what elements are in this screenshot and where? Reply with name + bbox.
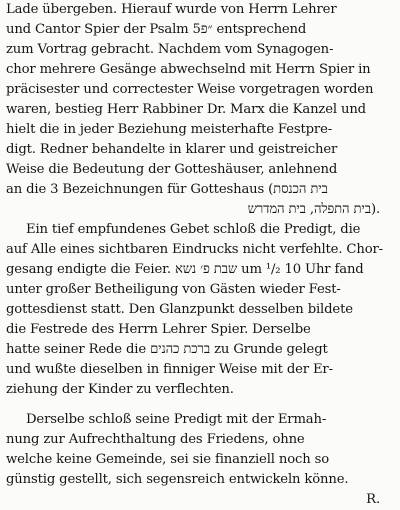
text-line: und Cantor Spier der Psalm 5״פ entsprechend	[6, 22, 307, 37]
text-line: waren, bestieg Herr Rabbiner Dr. Marx die Kanzel und	[6, 102, 366, 117]
text-line: hielt die in jeder Beziehung meisterhafte Festpre-	[6, 122, 333, 137]
text-line: Lade übergeben. Hierauf wurde von Herrn Lehrer	[6, 2, 337, 17]
text-line: auf Alle eines sichtbaren Eindrucks nicht verfehlte. Chor-	[6, 242, 383, 257]
text-line: zum Vortrag gebracht. Nachdem vom Synagogen-	[6, 42, 334, 57]
text-line: ziehung der Kinder zu verflechten.	[6, 382, 234, 397]
text-line: und wußte dieselben in finniger Weise mit der Er-	[6, 362, 333, 377]
text-line: hatte seiner Rede die ברכת כהנים zu Grunde gelegt	[6, 342, 328, 357]
text-line: digt. Redner behandelte in klarer und geistreicher	[6, 142, 338, 157]
text-line: präcisester und correctester Weise vorgetragen worden	[6, 82, 374, 97]
text-line: unter großer Betheiligung von Gästen wieder Fest-	[6, 282, 341, 297]
text-line: Weise die Bedeutung der Gotteshäuser, anlehnend	[6, 162, 338, 177]
text-line: gottesdienst statt. Den Glanzpunkt desselben bildete	[6, 302, 353, 317]
text-line: günstig gestellt, sich segensreich entwickeln könne.	[6, 472, 349, 487]
paragraph	[6, 410, 394, 490]
text-line: בית התפלה, בית המדרש).	[247, 202, 380, 217]
text-line: die Festrede des Herrn Lehrer Spier. Derselbe	[6, 322, 311, 337]
text-line: Derselbe schloß seine Predigt mit der Ermah-	[26, 412, 327, 427]
paragraph	[6, 0, 394, 220]
text-line: an die 3 Bezeichnungen für Gotteshaus (בית הכנסת	[6, 182, 328, 197]
text-line: welche keine Gemeinde, sei sie finanziell noch so	[6, 452, 330, 467]
text-line: gesang endigte die Feier. שבת פ׳ נשא um ¹/₂ 10 Uhr fand	[6, 262, 364, 277]
text-line: nung zur Aufrechthaltung des Friedens, ohne	[6, 432, 305, 447]
author-signature: R.	[366, 492, 380, 507]
text-line: chor mehrere Gesänge abwechselnd mit Herrn Spier in	[6, 62, 371, 77]
paragraph	[6, 220, 394, 400]
text-line: Ein tief empfundenes Gebet schloß die Predigt, die	[26, 222, 361, 237]
